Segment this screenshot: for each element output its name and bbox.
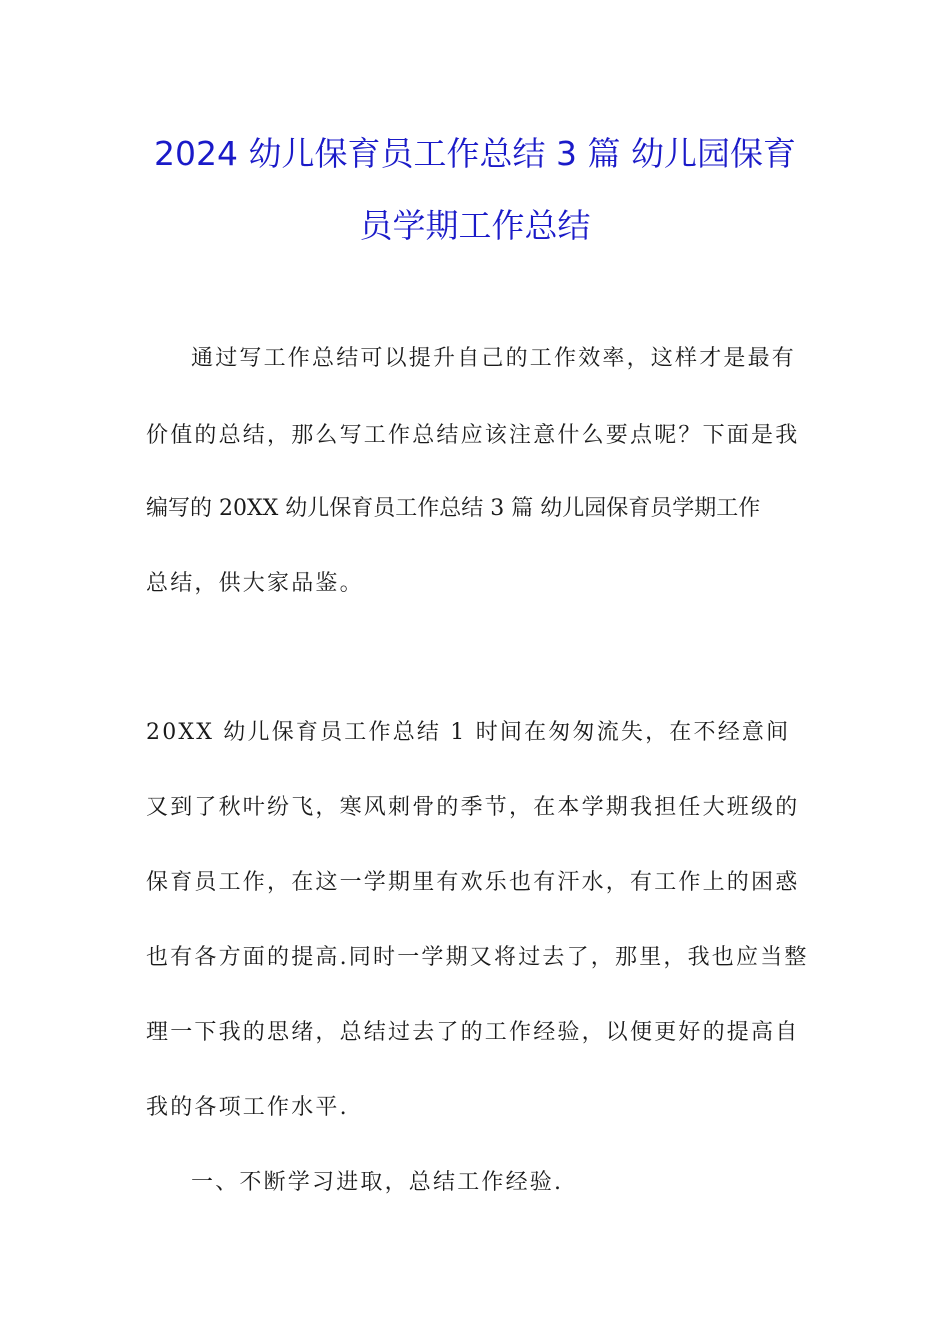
intro-line: 总结，供大家品鉴。 bbox=[146, 571, 364, 596]
document-title-line-1: 2024 幼儿保育员工作总结 3 篇 幼儿园保育 bbox=[154, 134, 796, 173]
body-line: 保育员工作，在这一学期里有欢乐也有汗水，有工作上的困惑 bbox=[146, 870, 800, 895]
intro-line: 编写的 20XX 幼儿保育员工作总结 3 篇 幼儿园保育员学期工作 bbox=[146, 496, 761, 521]
document-title-line-2: 员学期工作总结 bbox=[359, 206, 591, 245]
body-line: 也有各方面的提高.同时一学期又将过去了，那里，我也应当整 bbox=[146, 945, 809, 970]
body-line: 我的各项工作水平. bbox=[146, 1095, 349, 1120]
body-line: 理一下我的思绪，总结过去了的工作经验，以便更好的提高自 bbox=[146, 1020, 800, 1045]
body-line: 又到了秋叶纷飞，寒风刺骨的季节，在本学期我担任大班级的 bbox=[146, 795, 800, 820]
intro-line: 通过写工作总结可以提升自己的工作效率，这样才是最有 bbox=[191, 346, 797, 371]
body-line: 20XX 幼儿保育员工作总结 1 时间在匆匆流失，在不经意间 bbox=[146, 720, 791, 745]
section-heading: 一、不断学习进取，总结工作经验. bbox=[191, 1170, 564, 1195]
intro-line: 价值的总结，那么写工作总结应该注意什么要点呢？下面是我 bbox=[146, 423, 800, 448]
